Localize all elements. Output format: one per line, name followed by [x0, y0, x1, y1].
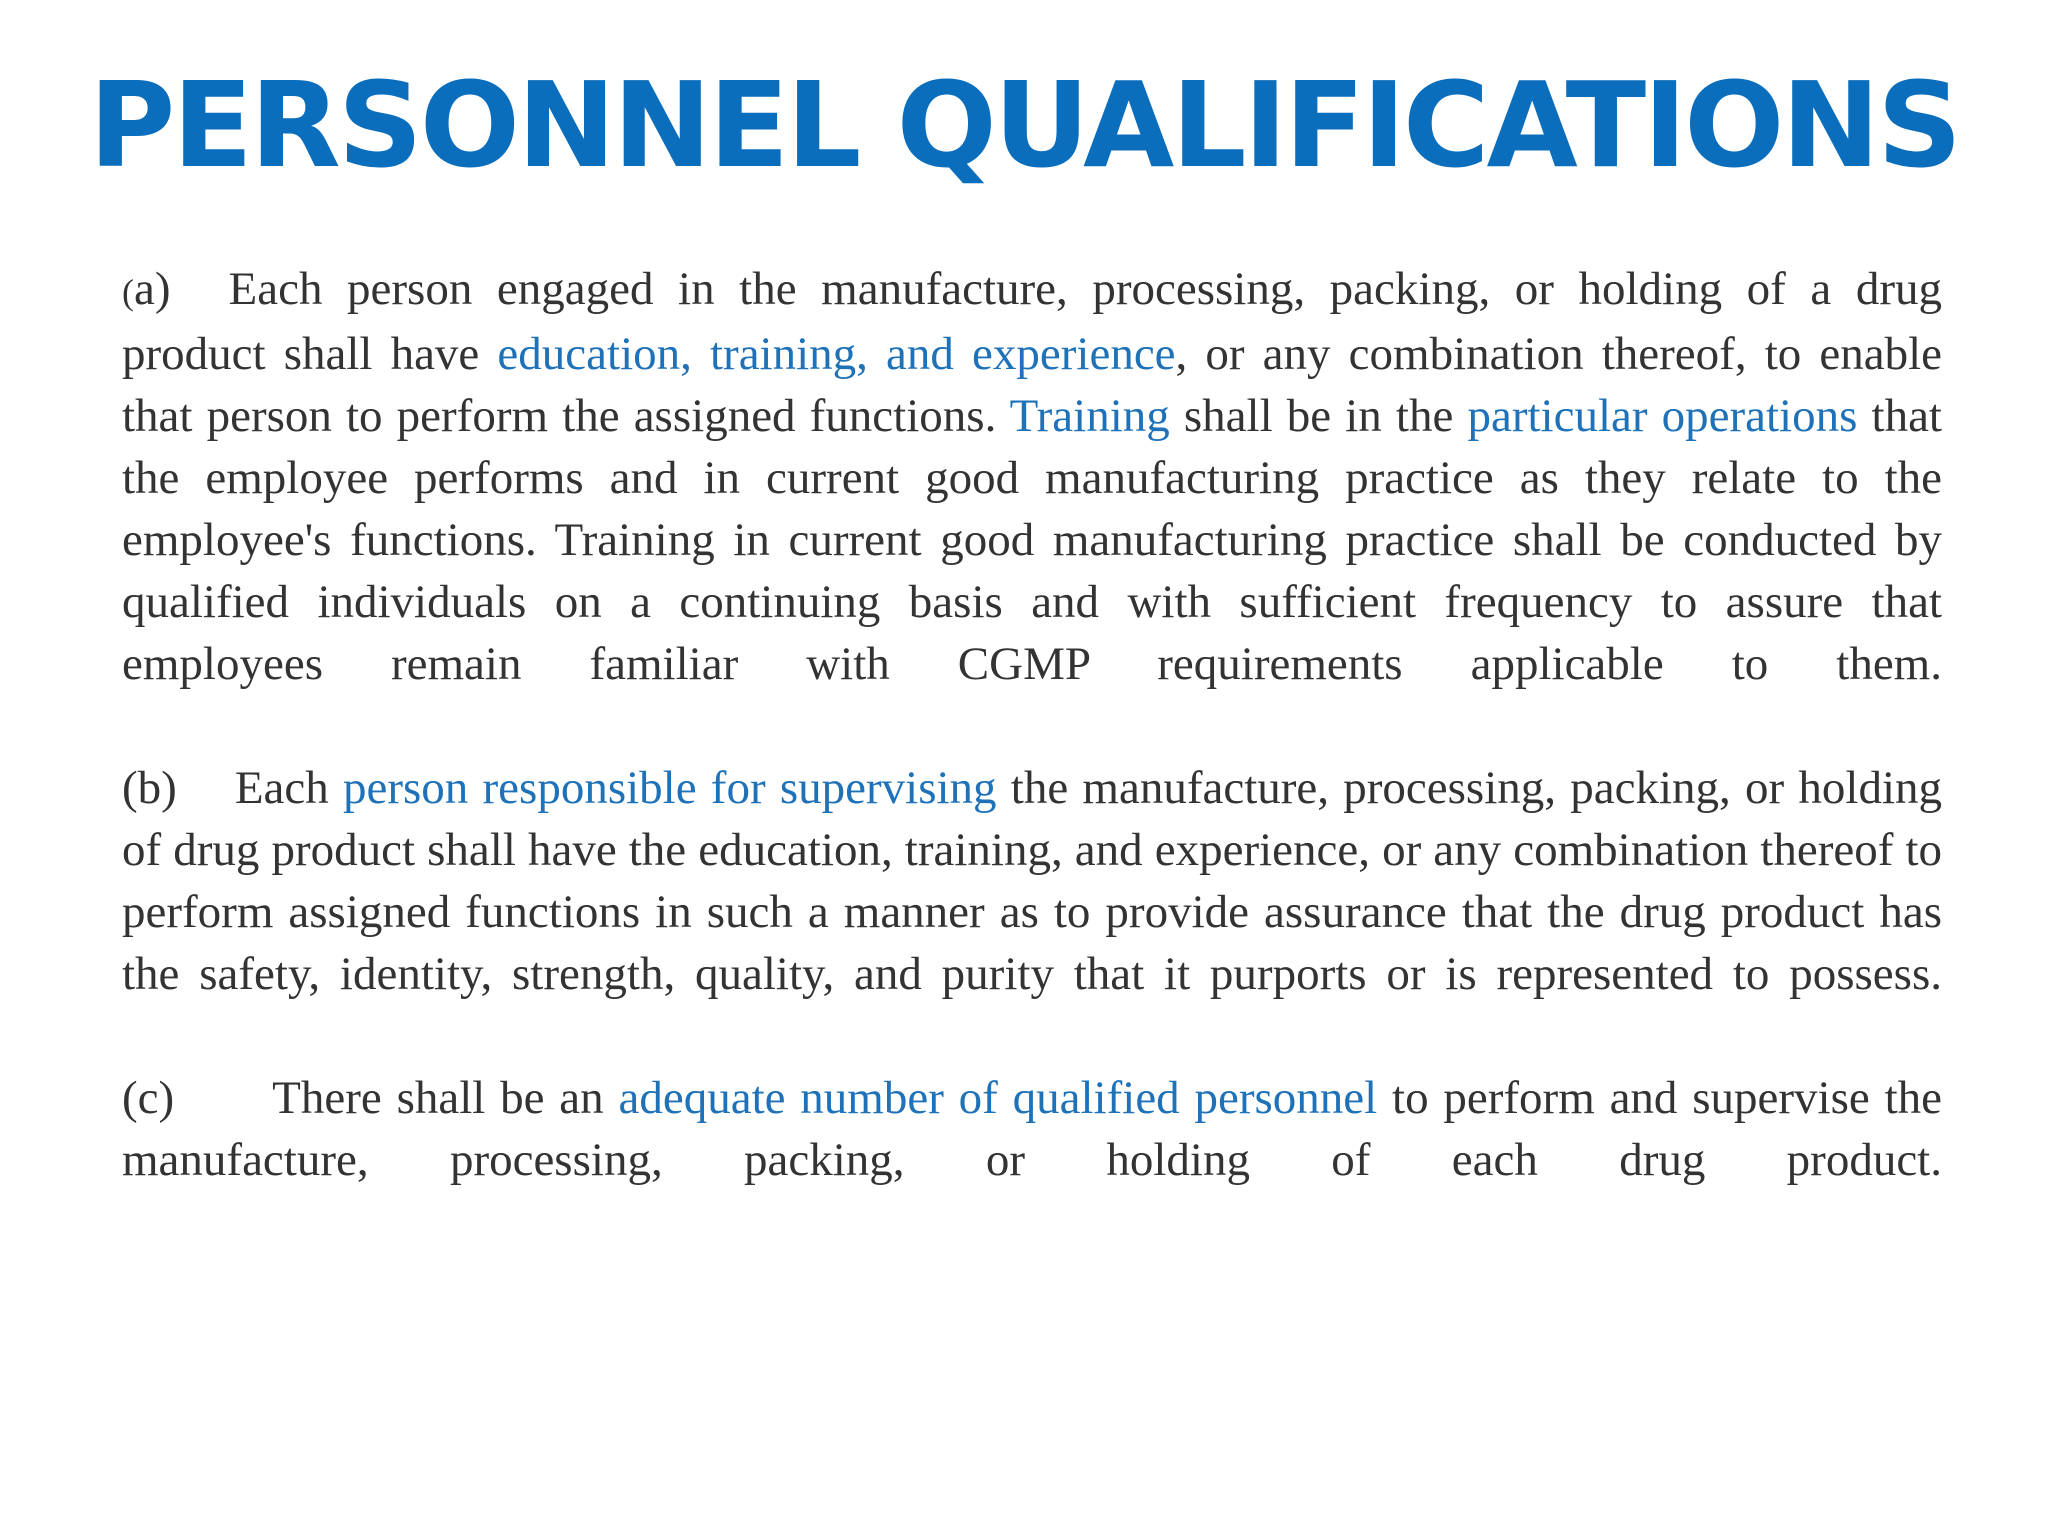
- paragraph-b: [122, 757, 1942, 1005]
- highlight-particular-operations: particular operations: [1467, 390, 1858, 442]
- highlight-education-training-experience: education, training, and experience: [497, 328, 1176, 380]
- paragraph-c: [122, 1067, 1942, 1191]
- paragraph-b-text-2: the manufacture, processing, packing, or holding of drug product shall have the education, training, and experience, or any combination thereof to perform assigned functions in such a manner as to provide assurance that the drug product has the safety, identity, strength, quality, and purity that it purports or is represented to possess.: [122, 762, 1943, 1000]
- paragraph-a-text-4: that the employee performs and in current good manufacturing practice as they relate to the employee's functions. Training in current good manufacturing practice shall be conducted by qualified individuals on a continuing basis and with sufficient frequency to assure that employees remain familiar with CGMP requirements applicable to them.: [122, 390, 1942, 690]
- paragraph-a-text-1: Each person engaged in the manufacture, processing, packing, or holding of a drug product shall have: [122, 263, 1942, 380]
- paragraph-b-label: (b): [122, 762, 177, 814]
- paragraph-a-text-2: , or any combination thereof, to enable that person to perform the assigned functions.: [122, 328, 1943, 442]
- highlight-training: Training: [1009, 390, 1170, 442]
- highlight-adequate-number: adequate number of qualified personnel: [618, 1072, 1378, 1124]
- paragraph-a-label: (a): [122, 263, 171, 315]
- paragraph-c-label: (c): [122, 1072, 175, 1124]
- body-text: [122, 258, 1942, 1191]
- highlight-person-responsible: person responsible for supervising: [342, 762, 997, 814]
- paragraph-c-text-1: There shall be an: [272, 1072, 619, 1124]
- paragraph-a-text-3: shall be in the: [1169, 390, 1468, 442]
- paragraph-b-text-1: Each: [234, 762, 343, 814]
- paragraph-a: [122, 258, 1942, 695]
- page-title: PERSONNEL QUALIFICATIONS: [88, 56, 1960, 194]
- paragraph-c-text-2: to perform and supervise the manufacture, processing, packing, or holding of each drug product.: [122, 1072, 1942, 1186]
